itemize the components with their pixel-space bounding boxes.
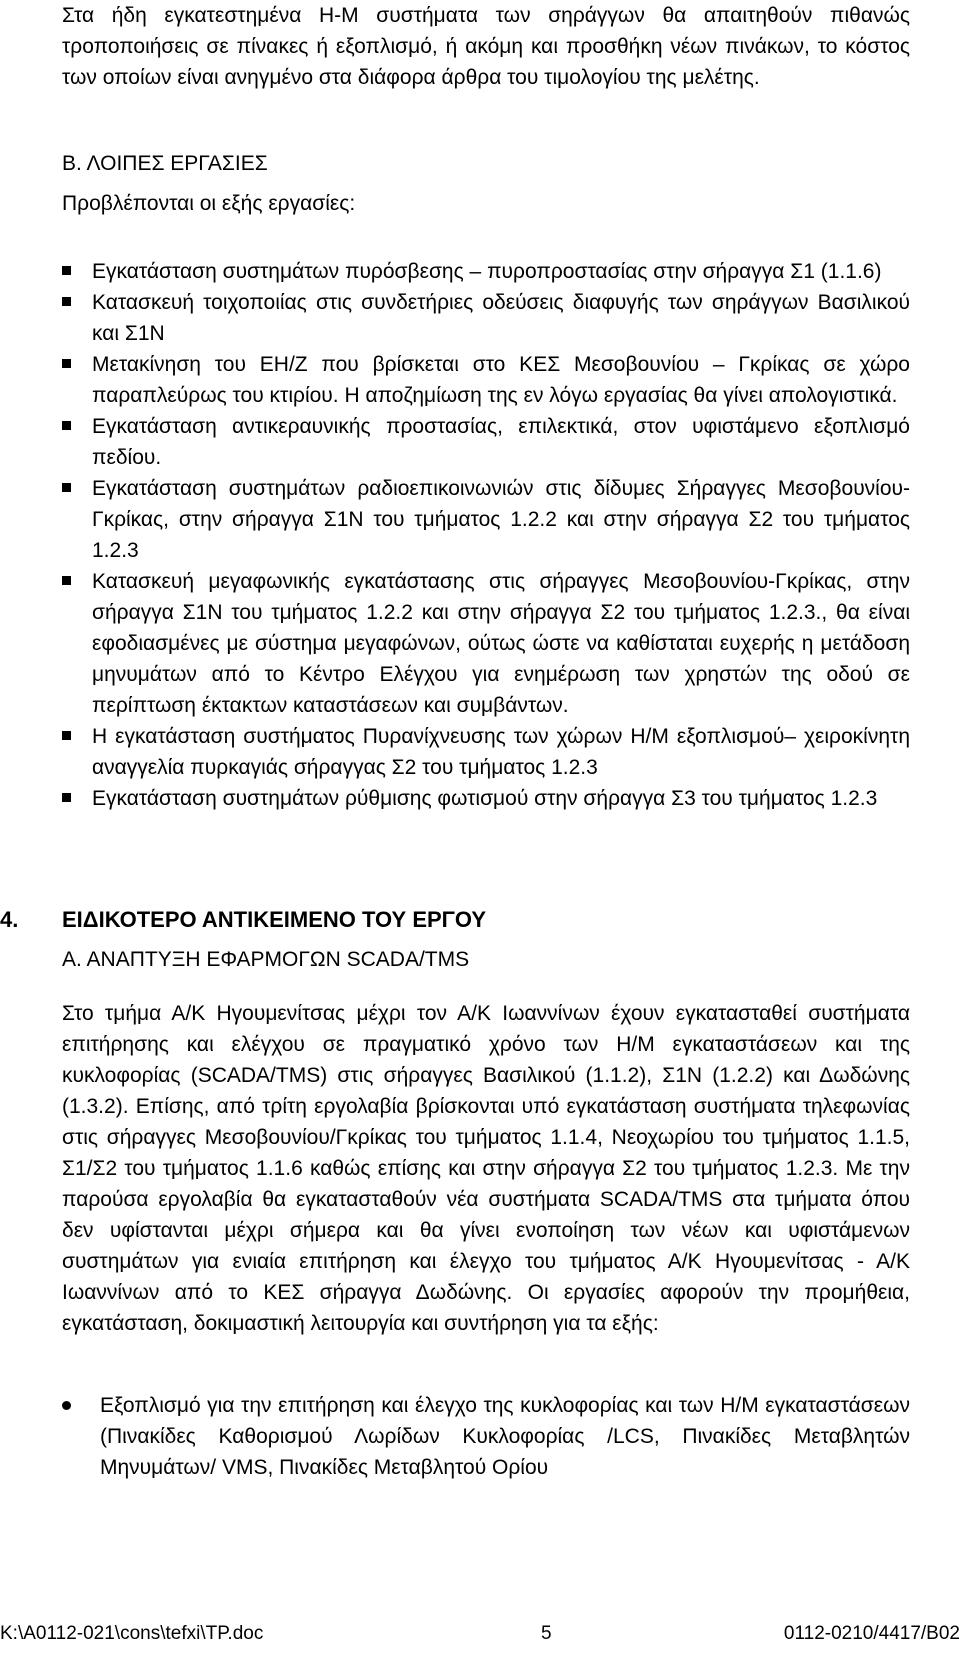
section-b-heading: Β. ΛΟΙΠΕΣ ΕΡΓΑΣΙΕΣ: [62, 152, 268, 175]
footer-file-path: K:\A0112-021\cons\tefxi\TP.doc: [0, 1623, 264, 1644]
square-bullet-icon: [62, 793, 71, 802]
section-number: 4.: [0, 907, 19, 932]
list-item: Κατασκευή μεγαφωνικής εγκατάστασης στις σήραγγες Μεσοβουνίου-Γκρίκας, στην σήραγγα Σ1Ν του τμήματος 1.2.2 και στην σήραγγα Σ2 του τμήματος 1.2.3., θα είναι εφοδιασμένες με σύστημα μεγαφώνων, ούτως ώστε να καθίσταται ευχερής η μετάδοση μηνυμάτων από το Κέντρο Ελέγχου για ενημέρωση των χρηστών της οδού σε περίπτωση έκτακτων καταστάσεων και συμβάντων.: [62, 566, 910, 721]
section-b-subtitle: Προβλέπονται οι εξής εργασίες:: [62, 192, 356, 215]
list-item: Εγκατάσταση αντικεραυνικής προστασίας, επιλεκτικά, στον υφιστάμενο εξοπλισμό πεδίου.: [62, 411, 910, 473]
square-bullet-icon: [62, 731, 71, 740]
list-item: Κατασκευή τοιχοποιίας στις συνδετήριες οδεύσεις διαφυγής των σηράγγων Βασιλικού και Σ1Ν: [62, 287, 910, 349]
equipment-list: [62, 1390, 910, 1483]
square-bullet-icon: [62, 483, 71, 492]
section-a-heading: Α. ΑΝΑΠΤΥΞΗ ΕΦΑΡΜΟΓΩΝ SCADA/TMS: [62, 948, 470, 971]
list-item: Εγκατάσταση συστημάτων ρύθμισης φωτισμού στην σήραγγα Σ3 του τμήματος 1.2.3: [62, 783, 910, 814]
square-bullet-icon: [62, 266, 71, 275]
list-item: Εγκατάσταση συστημάτων πυρόσβεσης – πυροπροστασίας στην σήραγγα Σ1 (1.1.6): [62, 256, 910, 287]
list-item: Μετακίνηση του ΕΗ/Ζ που βρίσκεται στο ΚΕΣ Μεσοβουνίου – Γκρίκας σε χώρο παραπλεύρως του κτιρίου. Η αποζημίωση της εν λόγω εργασίας θα γίνει απολογιστικά.: [62, 349, 910, 411]
square-bullet-icon: [62, 421, 71, 430]
intro-paragraph: Στα ήδη εγκατεστημένα Η-Μ συστήματα των σηράγγων θα απαιτηθούν πιθανώς τροποποιήσεις σε πίνακες ή εξοπλισμό, ή ακόμη και προσθήκη νέων πινάκων, το κόστος των οποίων είναι ανηγμένο στα διάφορα άρθρα του τιμολογίου της μελέτης.: [62, 4, 910, 89]
square-bullet-icon: [62, 359, 71, 368]
list-item: Εξοπλισμό για την επιτήρηση και έλεγχο της κυκλοφορίας και των Η/Μ εγκαταστάσεων (Πινακίδες Καθορισμού Λωρίδων Κυκλοφορίας /LCS, Πινακίδες Μεταβλητών Μηνυμάτων/ VMS, Πινακίδες Μεταβλητού Ορίου: [62, 1390, 910, 1483]
list-item: Η εγκατάσταση συστήματος Πυρανίχνευσης των χώρων Η/Μ εξοπλισμού– χειροκίνητη αναγγελία πυρκαγιάς σήραγγας Σ2 του τμήματος 1.2.3: [62, 721, 910, 783]
footer-page-number: 5: [541, 1623, 552, 1644]
section-title: ΕΙΔΙΚΟΤΕΡΟ ΑΝΤΙΚΕΙΜΕΝΟ ΤΟΥ ΕΡΓΟΥ: [62, 907, 487, 932]
square-bullet-icon: [62, 297, 71, 306]
works-list: [62, 256, 910, 814]
round-bullet-icon: [62, 1401, 71, 1410]
square-bullet-icon: [62, 576, 71, 585]
list-item: Εγκατάσταση συστημάτων ραδιοεπικοινωνιών στις δίδυμες Σήραγγες Μεσοβουνίου-Γκρίκας, στην σήραγγα Σ1Ν του τμήματος 1.2.2 και στην σήραγγα Σ2 του τμήματος 1.2.3: [62, 473, 910, 566]
footer-document-code: 0112-0210/4417/B02: [783, 1623, 960, 1644]
section-a-paragraph: Στο τμήμα Α/Κ Ηγουμενίτσας μέχρι τον Α/Κ Ιωαννίνων έχουν εγκατασταθεί συστήματα επιτήρησης και ελέγχου σε πραγματικό χρόνο των Η/Μ εγκαταστάσεων και της κυκλοφορίας (SCADA/TMS) στις σήραγγες Βασιλικού (1.1.2), Σ1Ν (1.2.2) και Δωδώνης (1.3.2). Επίσης, από τρίτη εργολαβία βρίσκονται υπό εγκατάσταση συστήματα τηλεφωνίας στις σήραγγες Μεσοβουνίου/Γκρίκας του τμήματος 1.1.4, Νεοχωρίου του τμήματος 1.1.5, Σ1/Σ2 του τμήματος 1.1.6 καθώς επίσης και στην σήραγγα Σ2 του τμήματος 1.2.3. Με την παρούσα εργολαβία θα εγκατασταθούν νέα συστήματα SCADA/TMS στα τμήματα όπου δεν υφίστανται μέχρι σήμερα και θα γίνει ενοποίηση των νέων και υφιστάμενων συστημάτων για ενιαία επιτήρηση και έλεγχο του τμήματος Α/Κ Ηγουμενίτσας - Α/Κ Ιωαννίνων από το ΚΕΣ σήραγγα Δωδώνης. Οι εργασίες αφορούν την προμήθεια, εγκατάσταση, δοκιμαστική λειτουργία και συντήρηση για τα εξής:: [62, 1002, 910, 1335]
